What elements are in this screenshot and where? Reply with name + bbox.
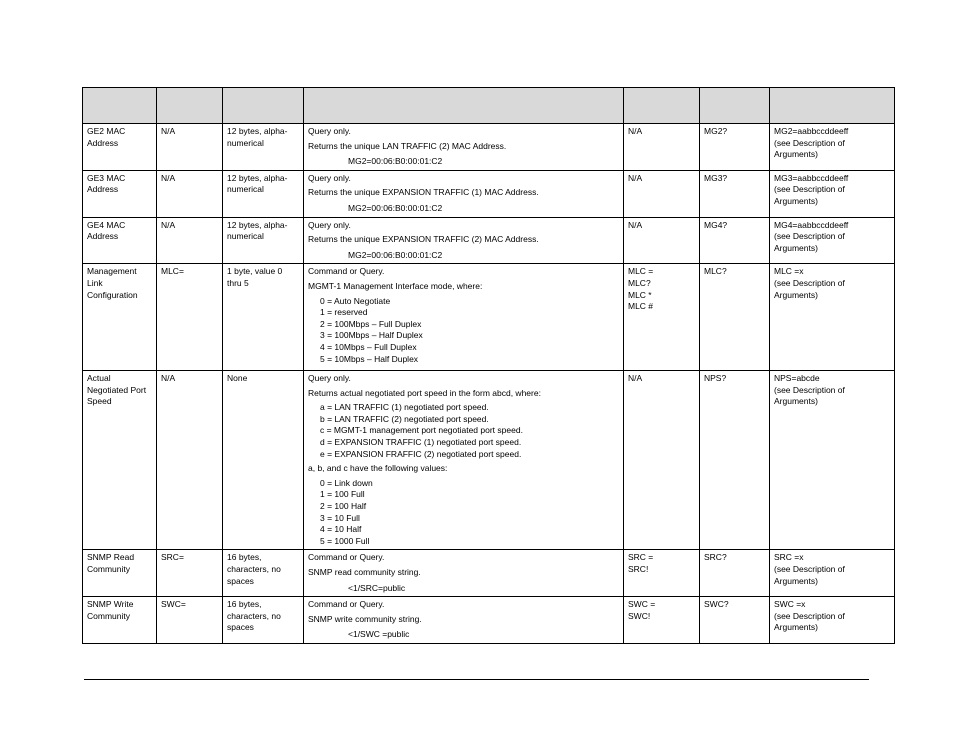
arguments-cell	[223, 217, 304, 264]
command-response-cell	[624, 597, 700, 644]
command-cell-text: N/A	[161, 219, 176, 230]
description-cell	[304, 550, 624, 597]
command-cell-text: SRC=	[161, 552, 184, 563]
description-line: SNMP write community string.	[308, 613, 422, 624]
query-response-cell-text: NPS=abcde (see Description of Arguments)	[774, 373, 845, 407]
header-cell-command	[157, 88, 223, 124]
example-line: MG2=00:06:B0:00:01:C2	[348, 249, 443, 260]
arguments-cell	[223, 550, 304, 597]
description-list-item: 0 = Link down	[320, 477, 373, 488]
command-response-cell-text: N/A	[628, 126, 643, 136]
description-line: Command or Query.	[308, 552, 385, 563]
command-response-cell-text: N/A	[628, 219, 643, 230]
header-cell-query	[700, 88, 770, 124]
query-cell-text: SWC?	[704, 599, 729, 610]
description-line: Query only.	[308, 172, 351, 183]
query-cell-text: MG4?	[704, 219, 728, 230]
parameter-cell	[83, 550, 157, 597]
description-list-item: 4 = 10 Half	[320, 524, 362, 535]
query-cell-text: SRC?	[704, 552, 727, 563]
parameter-cell	[83, 371, 157, 550]
query-response-cell-text: MLC =x (see Description of Arguments)	[774, 266, 845, 300]
query-response-cell	[770, 597, 895, 644]
query-response-cell	[770, 550, 895, 597]
query-cell	[700, 217, 770, 264]
description-cell	[304, 217, 624, 264]
header-cell-parameter	[83, 88, 157, 124]
command-cell	[157, 170, 223, 217]
arguments-cell	[223, 371, 304, 550]
description-line: Query only.	[308, 219, 351, 230]
parameter-cell-text: GE2 MAC Address	[87, 126, 128, 148]
parameter-cell-text: Actual Negotiated Port Speed	[87, 373, 149, 407]
command-response-cell	[624, 371, 700, 550]
query-response-cell	[770, 264, 895, 371]
footer-rule	[84, 679, 869, 680]
arguments-cell	[223, 597, 304, 644]
query-response-cell	[770, 371, 895, 550]
description-list	[308, 402, 619, 460]
remote-commands-table	[82, 87, 895, 644]
description-list-item: b = LAN TRAFFIC (2) negotiated port speed.	[320, 413, 489, 424]
arguments-cell	[223, 170, 304, 217]
query-cell	[700, 170, 770, 217]
description-line: SNMP read community string.	[308, 567, 421, 577]
description-list-item: 1 = reserved	[320, 307, 368, 318]
example-line: <1/SWC =public	[348, 629, 410, 640]
command-response-cell	[624, 217, 700, 264]
query-cell	[700, 550, 770, 597]
table-row	[83, 371, 895, 550]
query-response-cell	[770, 124, 895, 171]
query-response-cell-text: MG2=aabbccddeeff (see Description of Arguments)	[774, 126, 849, 160]
description-line: Returns the unique LAN TRAFFIC (2) MAC Address.	[308, 140, 507, 151]
table-row	[83, 170, 895, 217]
description-list-item: 1 = 100 Full	[320, 489, 365, 500]
parameter-cell-text: GE3 MAC Address	[87, 172, 128, 195]
command-cell-text: N/A	[161, 126, 176, 136]
command-response-cell-text: SWC = SWC!	[628, 599, 656, 621]
arguments-cell-text: 16 bytes, characters, no spaces	[227, 552, 284, 586]
query-cell	[700, 124, 770, 171]
query-response-cell	[770, 217, 895, 264]
parameter-cell-text: SNMP Write Community	[87, 599, 136, 621]
header-cell-command-response	[624, 88, 700, 124]
command-cell	[157, 217, 223, 264]
description-line: Command or Query.	[308, 266, 385, 277]
table-header	[83, 88, 895, 124]
command-cell-text: N/A	[161, 373, 176, 384]
arguments-cell-text: 12 bytes, alpha-numerical	[227, 126, 288, 148]
description-cell	[304, 124, 624, 171]
query-response-cell-text: SWC =x (see Description of Arguments)	[774, 599, 845, 633]
parameter-cell-text: GE4 MAC Address	[87, 219, 128, 242]
query-cell-text: NPS?	[704, 373, 727, 384]
query-cell	[700, 597, 770, 644]
description-cell	[304, 371, 624, 550]
description-line: a, b, and c have the following values:	[308, 463, 448, 474]
description-line: Query only.	[308, 126, 351, 136]
command-response-cell-text: MLC = MLC? MLC * MLC #	[628, 266, 654, 312]
command-cell	[157, 371, 223, 550]
parameter-cell-text: Management Link Configuration	[87, 266, 139, 300]
description-list-item: 2 = 100Mbps – Full Duplex	[320, 318, 422, 329]
description-cell	[304, 170, 624, 217]
query-cell-text: MLC?	[704, 266, 727, 277]
parameter-cell	[83, 217, 157, 264]
parameter-cell	[83, 264, 157, 371]
description-list	[308, 478, 619, 548]
arguments-cell	[223, 264, 304, 371]
description-list	[308, 296, 619, 366]
description-line: Returns the unique EXPANSION TRAFFIC (2) MAC Address.	[308, 234, 539, 245]
command-cell	[157, 264, 223, 371]
arguments-cell-text: None	[227, 373, 248, 384]
query-cell-text: MG3?	[704, 172, 728, 183]
description-cell	[304, 264, 624, 371]
parameter-cell	[83, 124, 157, 171]
header-cell-query-response	[770, 88, 895, 124]
example-line: MG2=00:06:B0:00:01:C2	[348, 202, 443, 213]
arguments-cell-text: 12 bytes, alpha-numerical	[227, 219, 288, 242]
description-line: Returns the unique EXPANSION TRAFFIC (1) MAC Address.	[308, 187, 539, 198]
parameter-cell	[83, 170, 157, 217]
command-cell-text: N/A	[161, 172, 176, 183]
query-response-cell-text: MG4=aabbccddeeff (see Description of Arguments)	[774, 219, 849, 253]
table-row	[83, 550, 895, 597]
command-cell	[157, 124, 223, 171]
command-response-cell-text: N/A	[628, 172, 643, 183]
query-cell	[700, 264, 770, 371]
arguments-cell-text: 1 byte, value 0 thru 5	[227, 266, 285, 288]
command-response-cell-text: SRC = SRC!	[628, 552, 654, 574]
command-cell-text: SWC=	[161, 599, 186, 610]
parameter-cell-text: SNMP Read Community	[87, 552, 137, 574]
description-list-item: c = MGMT-1 management port negotiated port speed.	[320, 425, 523, 436]
description-list-item: a = LAN TRAFFIC (1) negotiated port speed.	[320, 402, 489, 413]
query-cell-text: MG2?	[704, 126, 728, 136]
query-response-cell-text: MG3=aabbccddeeff (see Description of Arguments)	[774, 172, 849, 206]
query-response-cell-text: SRC =x (see Description of Arguments)	[774, 552, 845, 586]
command-response-cell	[624, 124, 700, 171]
command-cell-text: MLC=	[161, 266, 184, 277]
description-list-item: 4 = 10Mbps – Full Duplex	[320, 341, 417, 352]
table-row	[83, 597, 895, 644]
example-line: MG2=00:06:B0:00:01:C2	[348, 156, 443, 167]
command-cell	[157, 550, 223, 597]
table-row	[83, 217, 895, 264]
query-response-cell	[770, 170, 895, 217]
query-cell	[700, 371, 770, 550]
command-cell	[157, 597, 223, 644]
description-list-item: d = EXPANSION TRAFFIC (1) negotiated port speed.	[320, 437, 522, 448]
arguments-cell	[223, 124, 304, 171]
description-cell	[304, 597, 624, 644]
example-line: <1/SRC=public	[348, 582, 406, 593]
arguments-cell-text: 16 bytes, characters, no spaces	[227, 599, 284, 633]
arguments-cell-text: 12 bytes, alpha-numerical	[227, 172, 288, 195]
table-row	[83, 124, 895, 171]
table-row	[83, 264, 895, 371]
description-list-item: 3 = 100Mbps – Half Duplex	[320, 330, 423, 341]
command-response-cell-text: N/A	[628, 373, 643, 384]
table-body	[83, 124, 895, 644]
description-list-item: 3 = 10 Full	[320, 512, 360, 523]
description-list-item: 5 = 1000 Full	[320, 535, 370, 546]
command-response-cell	[624, 264, 700, 371]
description-line: Query only.	[308, 373, 351, 384]
description-line: MGMT-1 Management Interface mode, where:	[308, 280, 483, 291]
description-list-item: e = EXPANSION FRAFFIC (2) negotiated port speed.	[320, 448, 522, 459]
header-cell-arguments	[223, 88, 304, 124]
description-line: Returns actual negotiated port speed in the form abcd, where:	[308, 387, 541, 398]
header-cell-description	[304, 88, 624, 124]
command-response-cell	[624, 170, 700, 217]
command-response-cell	[624, 550, 700, 597]
description-list-item: 2 = 100 Half	[320, 501, 367, 512]
description-list-item: 5 = 10Mbps – Half Duplex	[320, 353, 419, 364]
parameter-cell	[83, 597, 157, 644]
description-line: Command or Query.	[308, 599, 385, 610]
description-list-item: 0 = Auto Negotiate	[320, 295, 391, 306]
